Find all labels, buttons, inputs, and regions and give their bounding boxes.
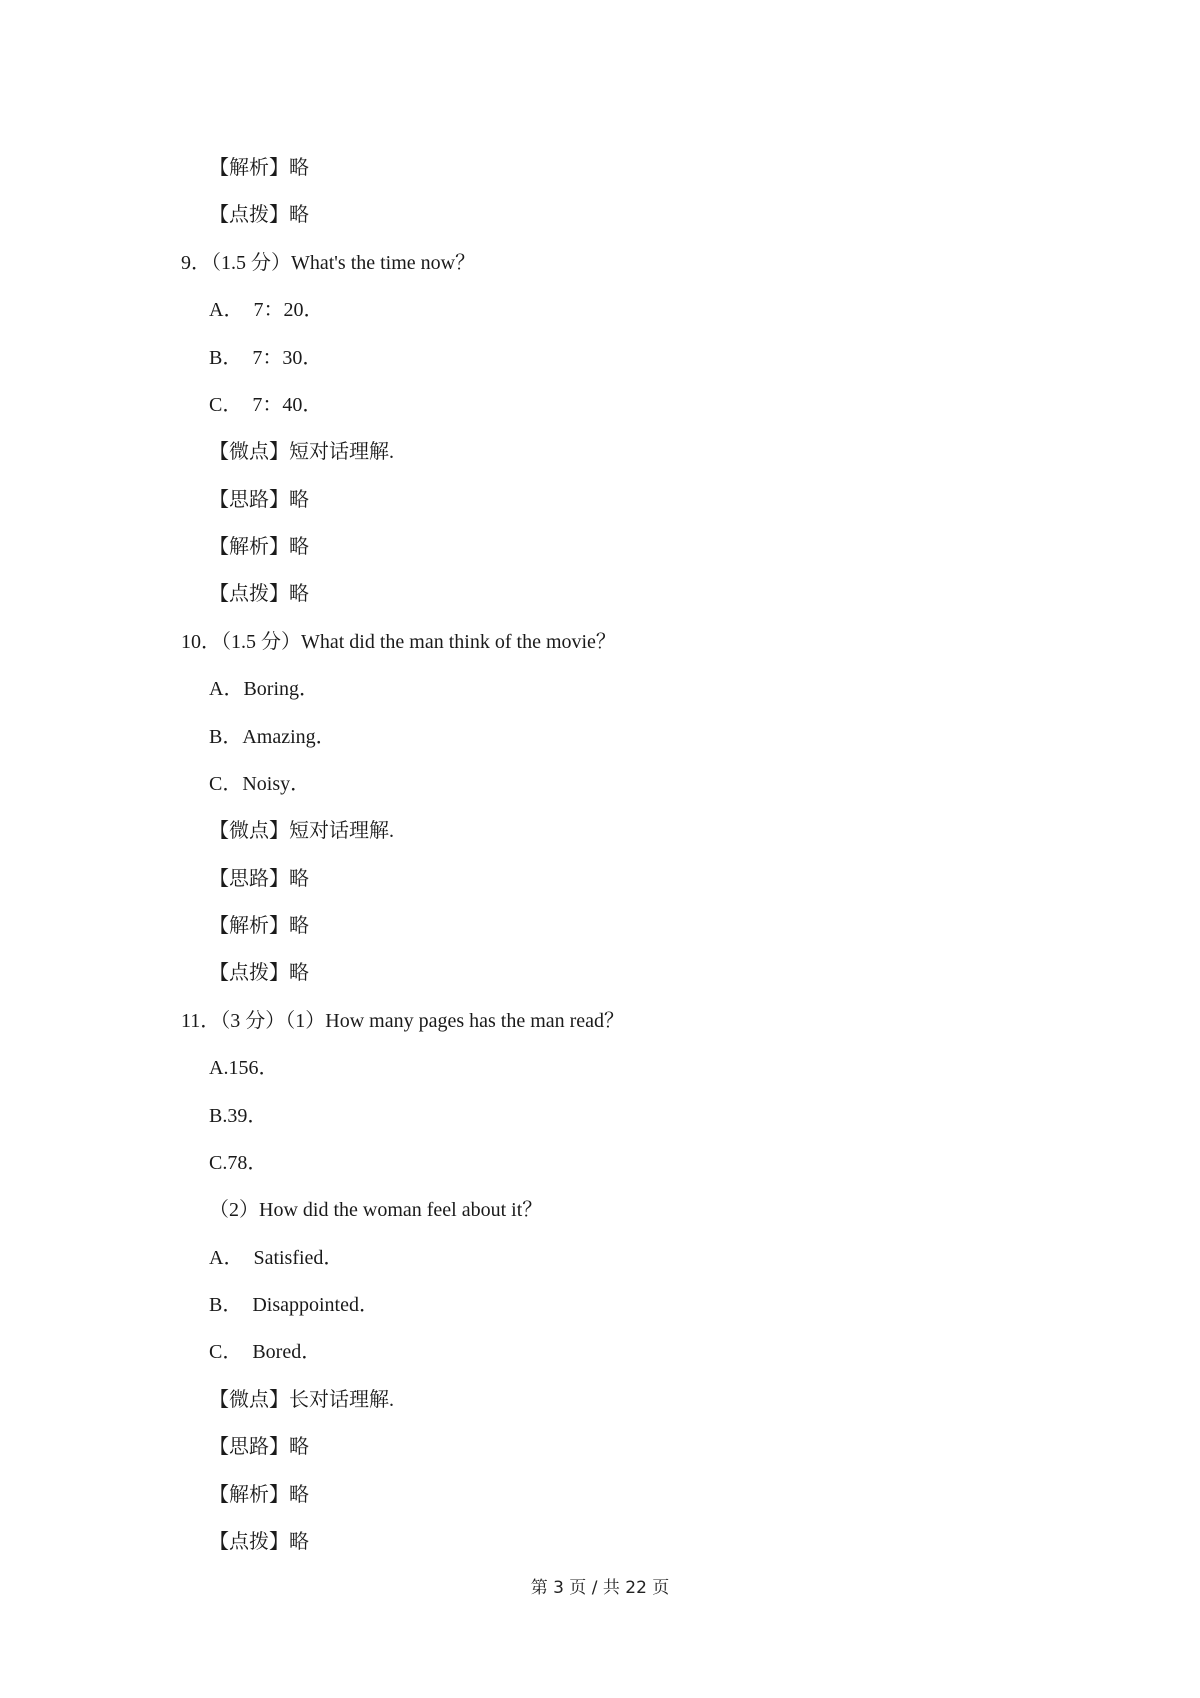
q8-tip: 【点拨】略: [209, 204, 309, 226]
q9-option-a: A． 7：20．: [209, 299, 324, 321]
q9-tip: 【点拨】略: [209, 583, 309, 605]
q11-part2-option-c: C． Bored．: [209, 1341, 322, 1363]
q11-stem: 11．（3 分）（1）How many pages has the man read？: [181, 1010, 625, 1032]
q9-stem: 9．（1.5 分）What's the time now？: [181, 252, 476, 274]
q9-point: 【微点】短对话理解.: [209, 441, 394, 463]
q9-option-b: B． 7：30．: [209, 347, 323, 369]
page-footer: 第 3 页 / 共 22 页: [530, 1578, 670, 1598]
q10-stem: 10．（1.5 分）What did the man think of the movie？: [181, 631, 616, 653]
q10-option-b: B．Amazing．: [209, 726, 336, 748]
q10-point: 【微点】短对话理解.: [209, 820, 394, 842]
q10-analysis: 【解析】略: [209, 915, 309, 937]
q11-part2-option-b: B． Disappointed．: [209, 1294, 379, 1316]
q10-idea: 【思路】略: [209, 868, 309, 890]
q10-option-c: C．Noisy．: [209, 773, 311, 795]
q8-analysis: 【解析】略: [209, 157, 309, 179]
q11-part2-option-a: A． Satisfied．: [209, 1247, 344, 1269]
q9-analysis: 【解析】略: [209, 536, 309, 558]
q11-tip: 【点拨】略: [209, 1531, 309, 1553]
q10-option-a: A．Boring．: [209, 678, 319, 700]
q11-part2-stem: （2）How did the woman feel about it？: [209, 1199, 543, 1221]
q9-option-c: C． 7：40．: [209, 394, 323, 416]
q11-idea: 【思路】略: [209, 1436, 309, 1458]
q11-part1-option-b: B.39．: [209, 1105, 268, 1127]
q11-part1-option-c: C.78．: [209, 1152, 268, 1174]
q11-point: 【微点】长对话理解.: [209, 1389, 394, 1411]
q11-part1-option-a: A.156．: [209, 1057, 279, 1079]
q9-idea: 【思路】略: [209, 489, 309, 511]
q10-tip: 【点拨】略: [209, 962, 309, 984]
q11-analysis: 【解析】略: [209, 1484, 309, 1506]
